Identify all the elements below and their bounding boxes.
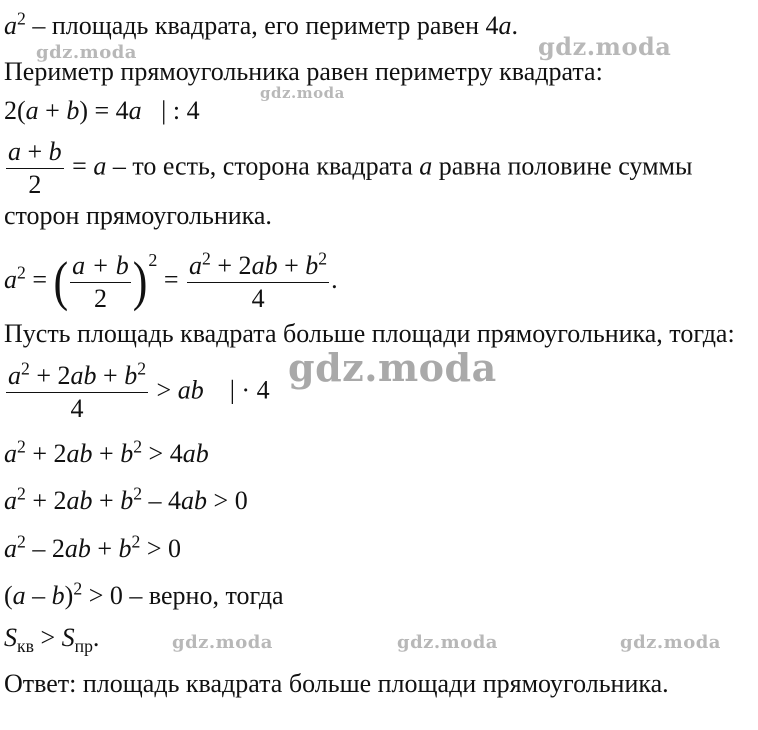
- watermark: gdz.moda: [172, 632, 273, 653]
- fraction-denominator: 4: [251, 283, 265, 313]
- fraction-half-sum: [70, 250, 131, 315]
- fraction-half-sum: [6, 136, 64, 201]
- exponent: 2: [17, 436, 26, 457]
- operator: +: [38, 96, 67, 125]
- fraction-numerator: [187, 247, 329, 283]
- operator: +: [21, 137, 49, 166]
- var-ab: ab: [181, 486, 208, 515]
- exponent: 2: [133, 436, 143, 457]
- var-ab: ab: [251, 250, 278, 280]
- eq-part: + 2: [25, 486, 67, 515]
- operator: +: [92, 439, 121, 468]
- exponent: 2: [148, 250, 158, 270]
- var-a: a: [4, 486, 17, 515]
- var-b: b: [118, 534, 132, 563]
- eq-part: ) = 4: [79, 96, 129, 125]
- var-a: a: [8, 137, 21, 166]
- fraction-denominator: 2: [93, 283, 107, 313]
- operator: =: [65, 151, 94, 181]
- exponent: 2: [17, 531, 26, 552]
- operator: +: [92, 486, 121, 515]
- statement-text: равна половине суммы: [432, 151, 693, 181]
- exponent: 2: [133, 483, 143, 504]
- watermark: gdz.moda: [288, 345, 497, 390]
- paren-open: (: [53, 250, 69, 313]
- var-a: a: [93, 151, 107, 181]
- exponent: 2: [137, 358, 147, 379]
- var-ab: ab: [64, 534, 91, 563]
- eq-part: + 2: [25, 439, 67, 468]
- eq-part: > 0: [140, 534, 182, 563]
- var-b: b: [48, 137, 62, 166]
- var-s: S: [61, 623, 75, 652]
- paren-close: ): [64, 581, 74, 610]
- var-ab: ab: [70, 361, 97, 390]
- operator: –: [25, 581, 52, 610]
- exponent: 2: [73, 578, 83, 599]
- line-square-formula: [4, 244, 338, 315]
- line-square-area: [4, 10, 518, 42]
- operator: =: [25, 265, 54, 294]
- subscript: пр: [74, 636, 93, 657]
- line-inequality-2: [4, 485, 248, 517]
- line-inequality-fraction: [4, 360, 270, 425]
- line-assumption: Пусть площадь квадрата больше площади прямоугольника, тогда:: [4, 319, 735, 348]
- var-a: a: [4, 439, 17, 468]
- exponent: 2: [17, 8, 26, 29]
- var-a: a: [419, 151, 433, 181]
- eq-part: + 2: [210, 250, 252, 280]
- line-answer: Ответ: площадь квадрата больше площади прямоугольника.: [4, 669, 669, 698]
- operator: =: [157, 265, 186, 294]
- var-a: a: [498, 11, 512, 40]
- operator: >: [150, 375, 178, 405]
- eq-part: – 2: [25, 534, 65, 563]
- paren-close: ): [132, 250, 148, 313]
- line-equation-perimeter: [4, 95, 200, 127]
- operator: >: [33, 623, 62, 652]
- var-a: a: [4, 265, 17, 294]
- var-a: a: [8, 361, 21, 390]
- line-sides-text: сторон прямоугольника.: [4, 201, 272, 230]
- var-b: b: [51, 581, 65, 610]
- eq-part: – 4: [142, 486, 182, 515]
- line-area-compare: [4, 622, 100, 657]
- var-b: b: [305, 250, 319, 280]
- watermark: gdz.moda: [36, 42, 137, 63]
- var-ab: ab: [182, 439, 209, 468]
- var-b: b: [124, 361, 138, 390]
- exponent: 2: [21, 358, 30, 379]
- var-a: a: [4, 534, 17, 563]
- var-b: b: [66, 96, 80, 125]
- watermark: gdz.moda: [538, 32, 672, 61]
- divide-note: | : 4: [141, 96, 200, 125]
- fraction-expanded: [187, 247, 329, 315]
- fraction-numerator: a + b: [70, 250, 131, 283]
- eq-part: > 0: [82, 581, 123, 610]
- var-a: a: [4, 11, 17, 40]
- statement-text: – площадь квадрата, его периметр равен 4: [25, 11, 499, 40]
- var-a: a: [25, 96, 39, 125]
- exponent: 2: [318, 247, 328, 268]
- exponent: 2: [202, 247, 211, 268]
- watermark: gdz.moda: [397, 632, 498, 653]
- var-a: a: [12, 581, 26, 610]
- watermark: gdz.moda: [620, 632, 721, 653]
- fraction-numerator: [6, 136, 64, 169]
- multiply-note: | · 4: [203, 375, 270, 405]
- punctuation: .: [511, 11, 519, 40]
- watermark: gdz.moda: [260, 84, 345, 102]
- eq-part: + 2: [29, 361, 71, 390]
- eq-part: 2(: [4, 96, 26, 125]
- var-a: a: [189, 250, 203, 280]
- exponent: 2: [17, 483, 26, 504]
- var-b: b: [120, 486, 134, 515]
- eq-part: > 4: [142, 439, 183, 468]
- fraction-numerator: [6, 360, 148, 393]
- var-ab: ab: [66, 439, 93, 468]
- exponent: 2: [17, 262, 26, 283]
- eq-part: > 0: [207, 486, 248, 515]
- var-ab: ab: [66, 486, 93, 515]
- statement-text: – верно, тогда: [122, 581, 284, 610]
- punctuation: .: [331, 265, 338, 294]
- operator: +: [96, 361, 125, 390]
- var-s: S: [4, 623, 17, 652]
- line-inequality-1: [4, 438, 209, 470]
- exponent: 2: [131, 531, 141, 552]
- line-half-sum: [4, 136, 692, 201]
- fraction-expanded: [6, 360, 148, 425]
- var-a: a: [128, 96, 142, 125]
- line-perimeter-equality: Периметр прямоугольника равен периметру квадрата:: [4, 57, 603, 86]
- punctuation: .: [92, 623, 100, 652]
- var-ab: ab: [177, 375, 204, 405]
- paren-open: (: [4, 581, 13, 610]
- var-b: b: [120, 439, 134, 468]
- line-square-difference: [4, 580, 284, 612]
- operator: +: [90, 534, 119, 563]
- line-inequality-3: [4, 533, 181, 565]
- subscript: кв: [17, 636, 34, 657]
- statement-text: – то есть, сторона квадрата: [106, 151, 420, 181]
- operator: +: [277, 250, 306, 280]
- fraction-denominator: 2: [28, 170, 42, 199]
- fraction-denominator: 4: [70, 394, 84, 423]
